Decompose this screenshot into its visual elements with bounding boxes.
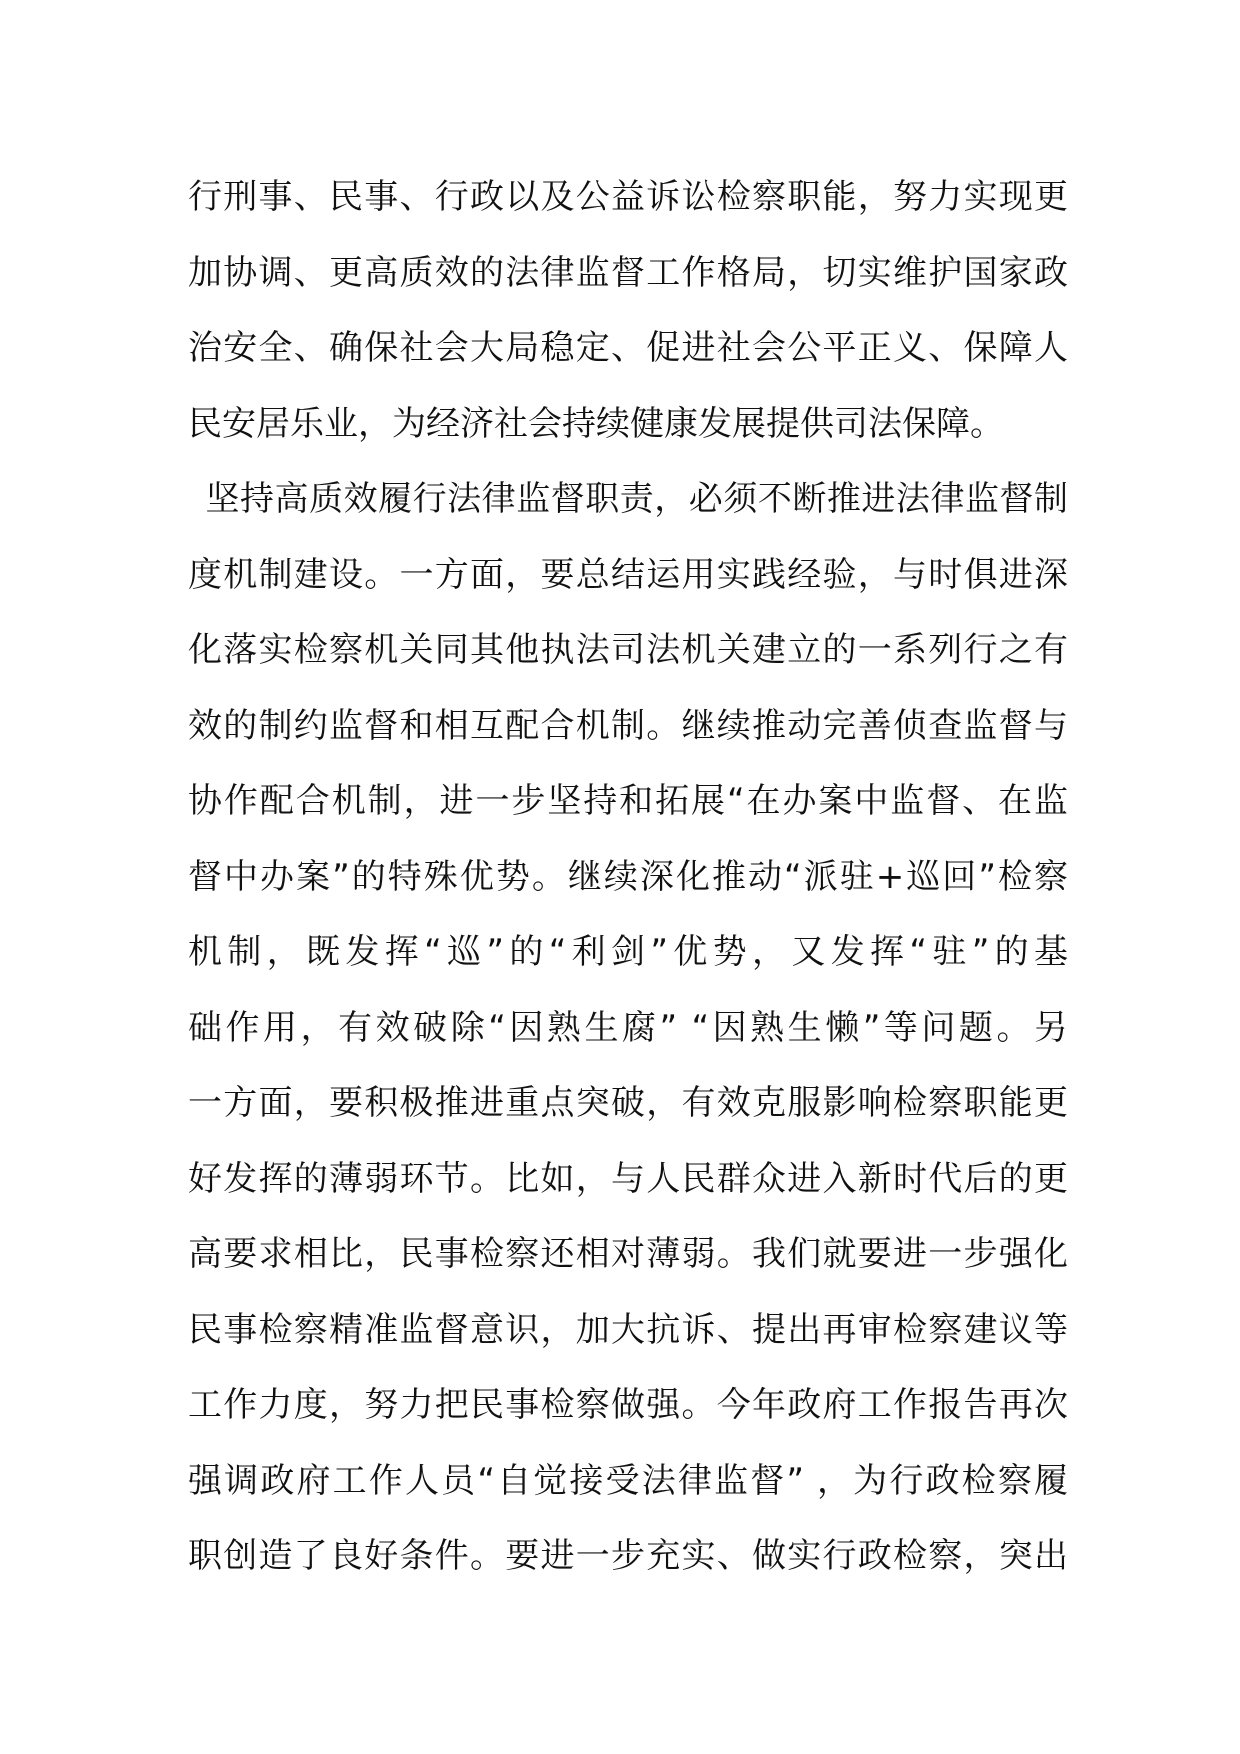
paragraph-line: 础作用，有效破除“因熟生腐” “因熟生懒”等问题。另 xyxy=(188,1007,1068,1048)
paragraph-line: 民事检察精准监督意识，加大抗诉、提出再审检察建议等 xyxy=(188,1309,1068,1350)
paragraph-line: 治安全、确保社会大局稳定、促进社会公平正义、保障人 xyxy=(188,328,1068,368)
paragraph-line: 民安居乐业，为经济社会持续健康发展提供司法保障。 xyxy=(188,403,1004,444)
paragraph-line: 行刑事、民事、行政以及公益诉讼检察职能，努力实现更 xyxy=(188,177,1068,217)
paragraph-line: 度机制建设。一方面，要总结运用实践经验，与时俱进深 xyxy=(188,554,1068,595)
paragraph-line: 工作力度，努力把民事检察做强。今年政府工作报告再次 xyxy=(188,1385,1068,1425)
paragraph-1 xyxy=(188,160,1068,462)
paragraph-line: 督中办案”的特殊优势。继续深化推动“派驻+巡回”检察 xyxy=(188,856,1068,897)
paragraph-line: 机制，既发挥“巡”的“利剑”优势，又发挥“驻”的基 xyxy=(188,932,1068,972)
paragraph-line: 高要求相比，民事检察还相对薄弱。我们就要进一步强化 xyxy=(188,1234,1068,1274)
paragraph-line: 加协调、更高质效的法律监督工作格局，切实维护国家政 xyxy=(188,252,1068,293)
paragraph-line-text: 坚持高质效履行法律监督职责，必须不断推进法律监督制 xyxy=(205,479,1068,519)
document-body xyxy=(188,160,1068,1595)
paragraph-line: 效的制约监督和相互配合机制。继续推动完善侦查监督与 xyxy=(188,705,1068,746)
paragraph-line: 协作配合机制，进一步坚持和拓展“在办案中监督、在监 xyxy=(188,781,1068,821)
paragraph-line: 强调政府工作人员“自觉接受法律监督” ，为行政检察履 xyxy=(188,1460,1068,1501)
paragraph-line: 化落实检察机关同其他执法司法机关建立的一系列行之有 xyxy=(188,630,1068,670)
paragraph-first-line xyxy=(188,462,1068,538)
paragraph-2 xyxy=(188,462,1068,1595)
paragraph-line: 好发挥的薄弱环节。比如，与人民群众进入新时代后的更 xyxy=(188,1158,1068,1199)
paragraph-line: 职创造了良好条件。要进一步充实、做实行政检察，突出 xyxy=(188,1536,1068,1576)
paragraph-line: 一方面，要积极推进重点突破，有效克服影响检察职能更 xyxy=(188,1083,1068,1123)
